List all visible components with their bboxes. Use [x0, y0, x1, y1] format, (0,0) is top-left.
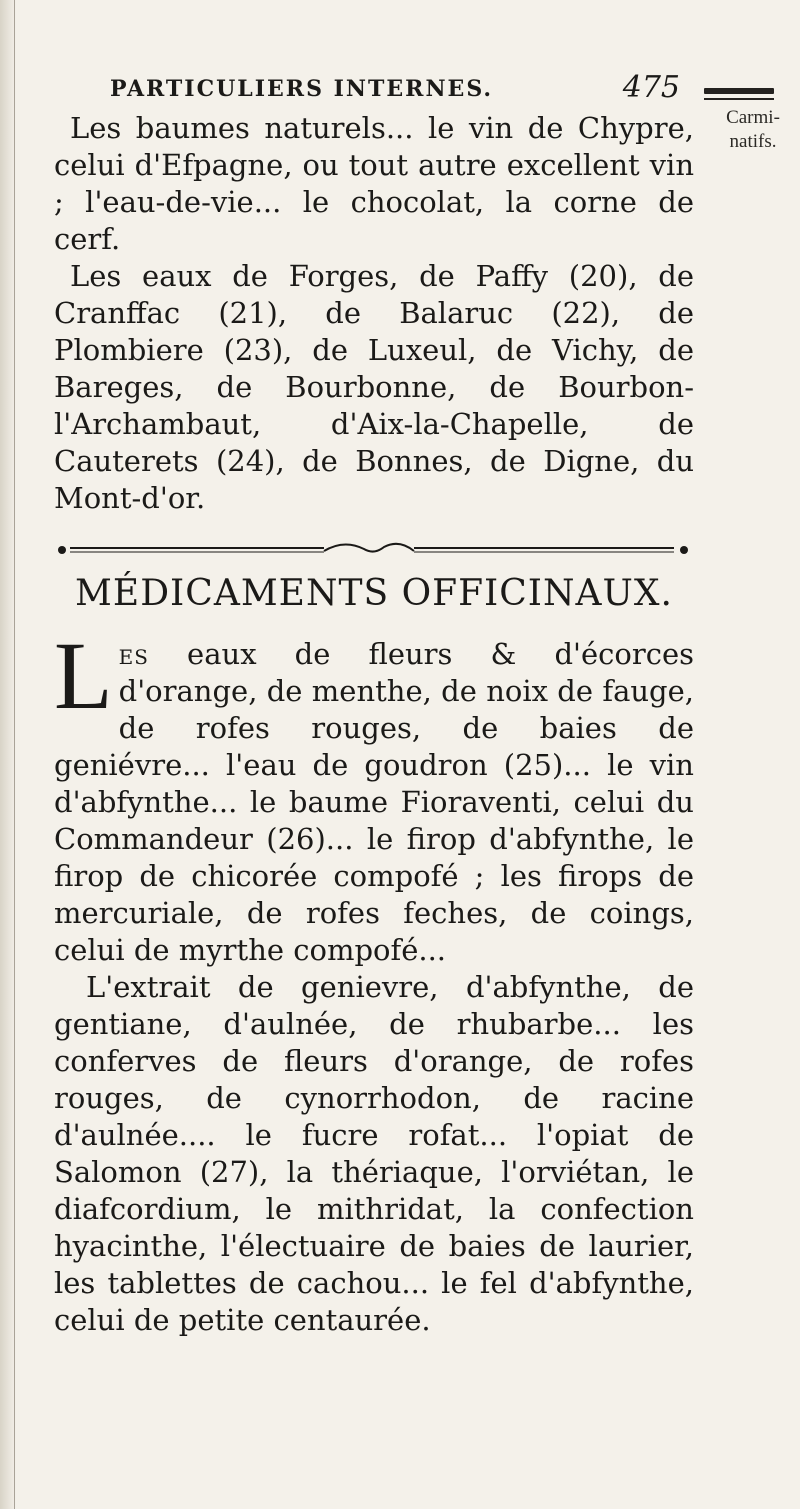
ornamental-divider [54, 539, 694, 561]
first-word-rest: es [118, 637, 149, 671]
paragraph-eaux-fleurs [54, 622, 694, 969]
margin-note-line2: natifs. [729, 131, 777, 152]
margin-rule-thin [704, 98, 774, 100]
paragraph-baumes: Les baumes naturels... le vin de Chypre, celui d'Efpagne, ou tout autre excellent vin ; l'eau-de-vie... le chocolat, la corne de cerf. [54, 111, 694, 256]
page-number: 475 [622, 70, 680, 105]
section-title: MÉDICAMENTS OFFICINAUX. [75, 573, 673, 614]
page-header [54, 64, 694, 106]
paragraph-eaux-fleurs-text: eaux de fleurs & d'écorces d'orange, de menthe, de noix de fauge, de rofes rouges, de baies de geniévre... l'eau de goudron (25)... le vin d'abfynthe... le baume Fioraventi, celui du Commandeur (26)... le firop d'abfynthe, le firop de chicorée compofé ; les firops de mercuriale, de rofes feches, de coings, celui de myrthe compofé... [54, 637, 694, 967]
margin-note [712, 106, 794, 154]
margin-rule [704, 88, 774, 94]
running-head: PARTICULIERS INTERNES. [110, 76, 494, 102]
ornament-rule-icon [54, 539, 694, 561]
margin-note-line1: Carmi- [726, 107, 780, 128]
book-page [54, 64, 694, 1339]
paragraph-extrait: L'extrait de genievre, d'abfynthe, de gentiane, d'aulnée, de rhubarbe... les conferves de fleurs d'orange, de rofes rouges, de cynorrhodon, de racine d'aulnée.... le fucre rofat... l'opiat de Salomon (27), la thériaque, l'orviétan, le diafcordium, le mithridat, la confection hyacinthe, l'électuaire de baies de laurier, les tablettes de cachou... le fel d'abfynthe, celui de petite centaurée. [54, 970, 694, 1337]
drop-cap: L [54, 622, 113, 729]
binding-edge [14, 0, 15, 1509]
paragraph-eaux: Les eaux de Forges, de Paffy (20), de Cranffac (21), de Balaruc (22), de Plombiere (23), de Luxeul, de Vichy, de Bareges, de Bourbonne, de Bourbon-l'Archambaut, d'Aix-la-Chapelle, de Cauterets (24), de Bonnes, de Digne, du Mont-d'or. [54, 259, 694, 515]
